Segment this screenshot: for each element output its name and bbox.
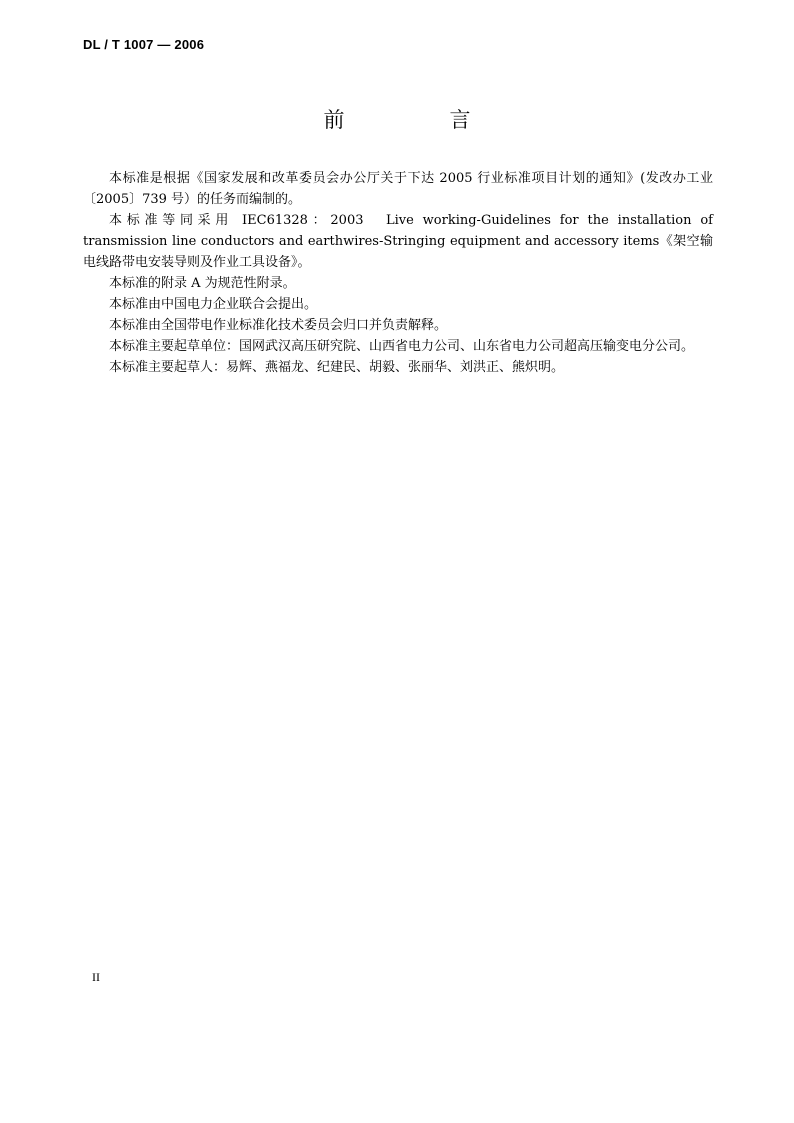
page-title: 前 言 xyxy=(323,108,513,132)
paragraph-drafters: 本标准主要起草人：易辉、燕福龙、纪建民、胡毅、张丽华、刘洪正、熊炽明。 xyxy=(109,360,565,375)
standard-code-header: DL / T 1007 — 2006 xyxy=(83,37,205,52)
paragraph-plan-source: 本标准是根据《国家发展和改革委员会办公厅关于下达 2005 行业标准项目计划的通知》(发改办工业〔2005〕739 号）的任务而编制的。 xyxy=(83,171,713,207)
paragraph-administrator: 本标准由全国带电作业标准化技术委员会归口并负责解释。 xyxy=(109,318,448,333)
paragraph-annex: 本标准的附录 A 为规范性附录。 xyxy=(109,276,296,291)
foreword-body xyxy=(83,168,713,378)
paragraph-iec-adoption: 本标准等同采用 IEC61328：2003 Live working-Guidelines for the installation of transmission line conductors and earthwires-Stringing equipment and accessory items《架空输电线路带电安装导则及作业工具设备》。 xyxy=(83,213,713,270)
paragraph-proposer: 本标准由中国电力企业联合会提出。 xyxy=(109,297,318,312)
paragraph-drafting-units: 本标准主要起草单位：国网武汉高压研究院、山西省电力公司、山东省电力公司超高压输变电分公司。 xyxy=(109,339,695,354)
page-number: II xyxy=(92,970,100,984)
